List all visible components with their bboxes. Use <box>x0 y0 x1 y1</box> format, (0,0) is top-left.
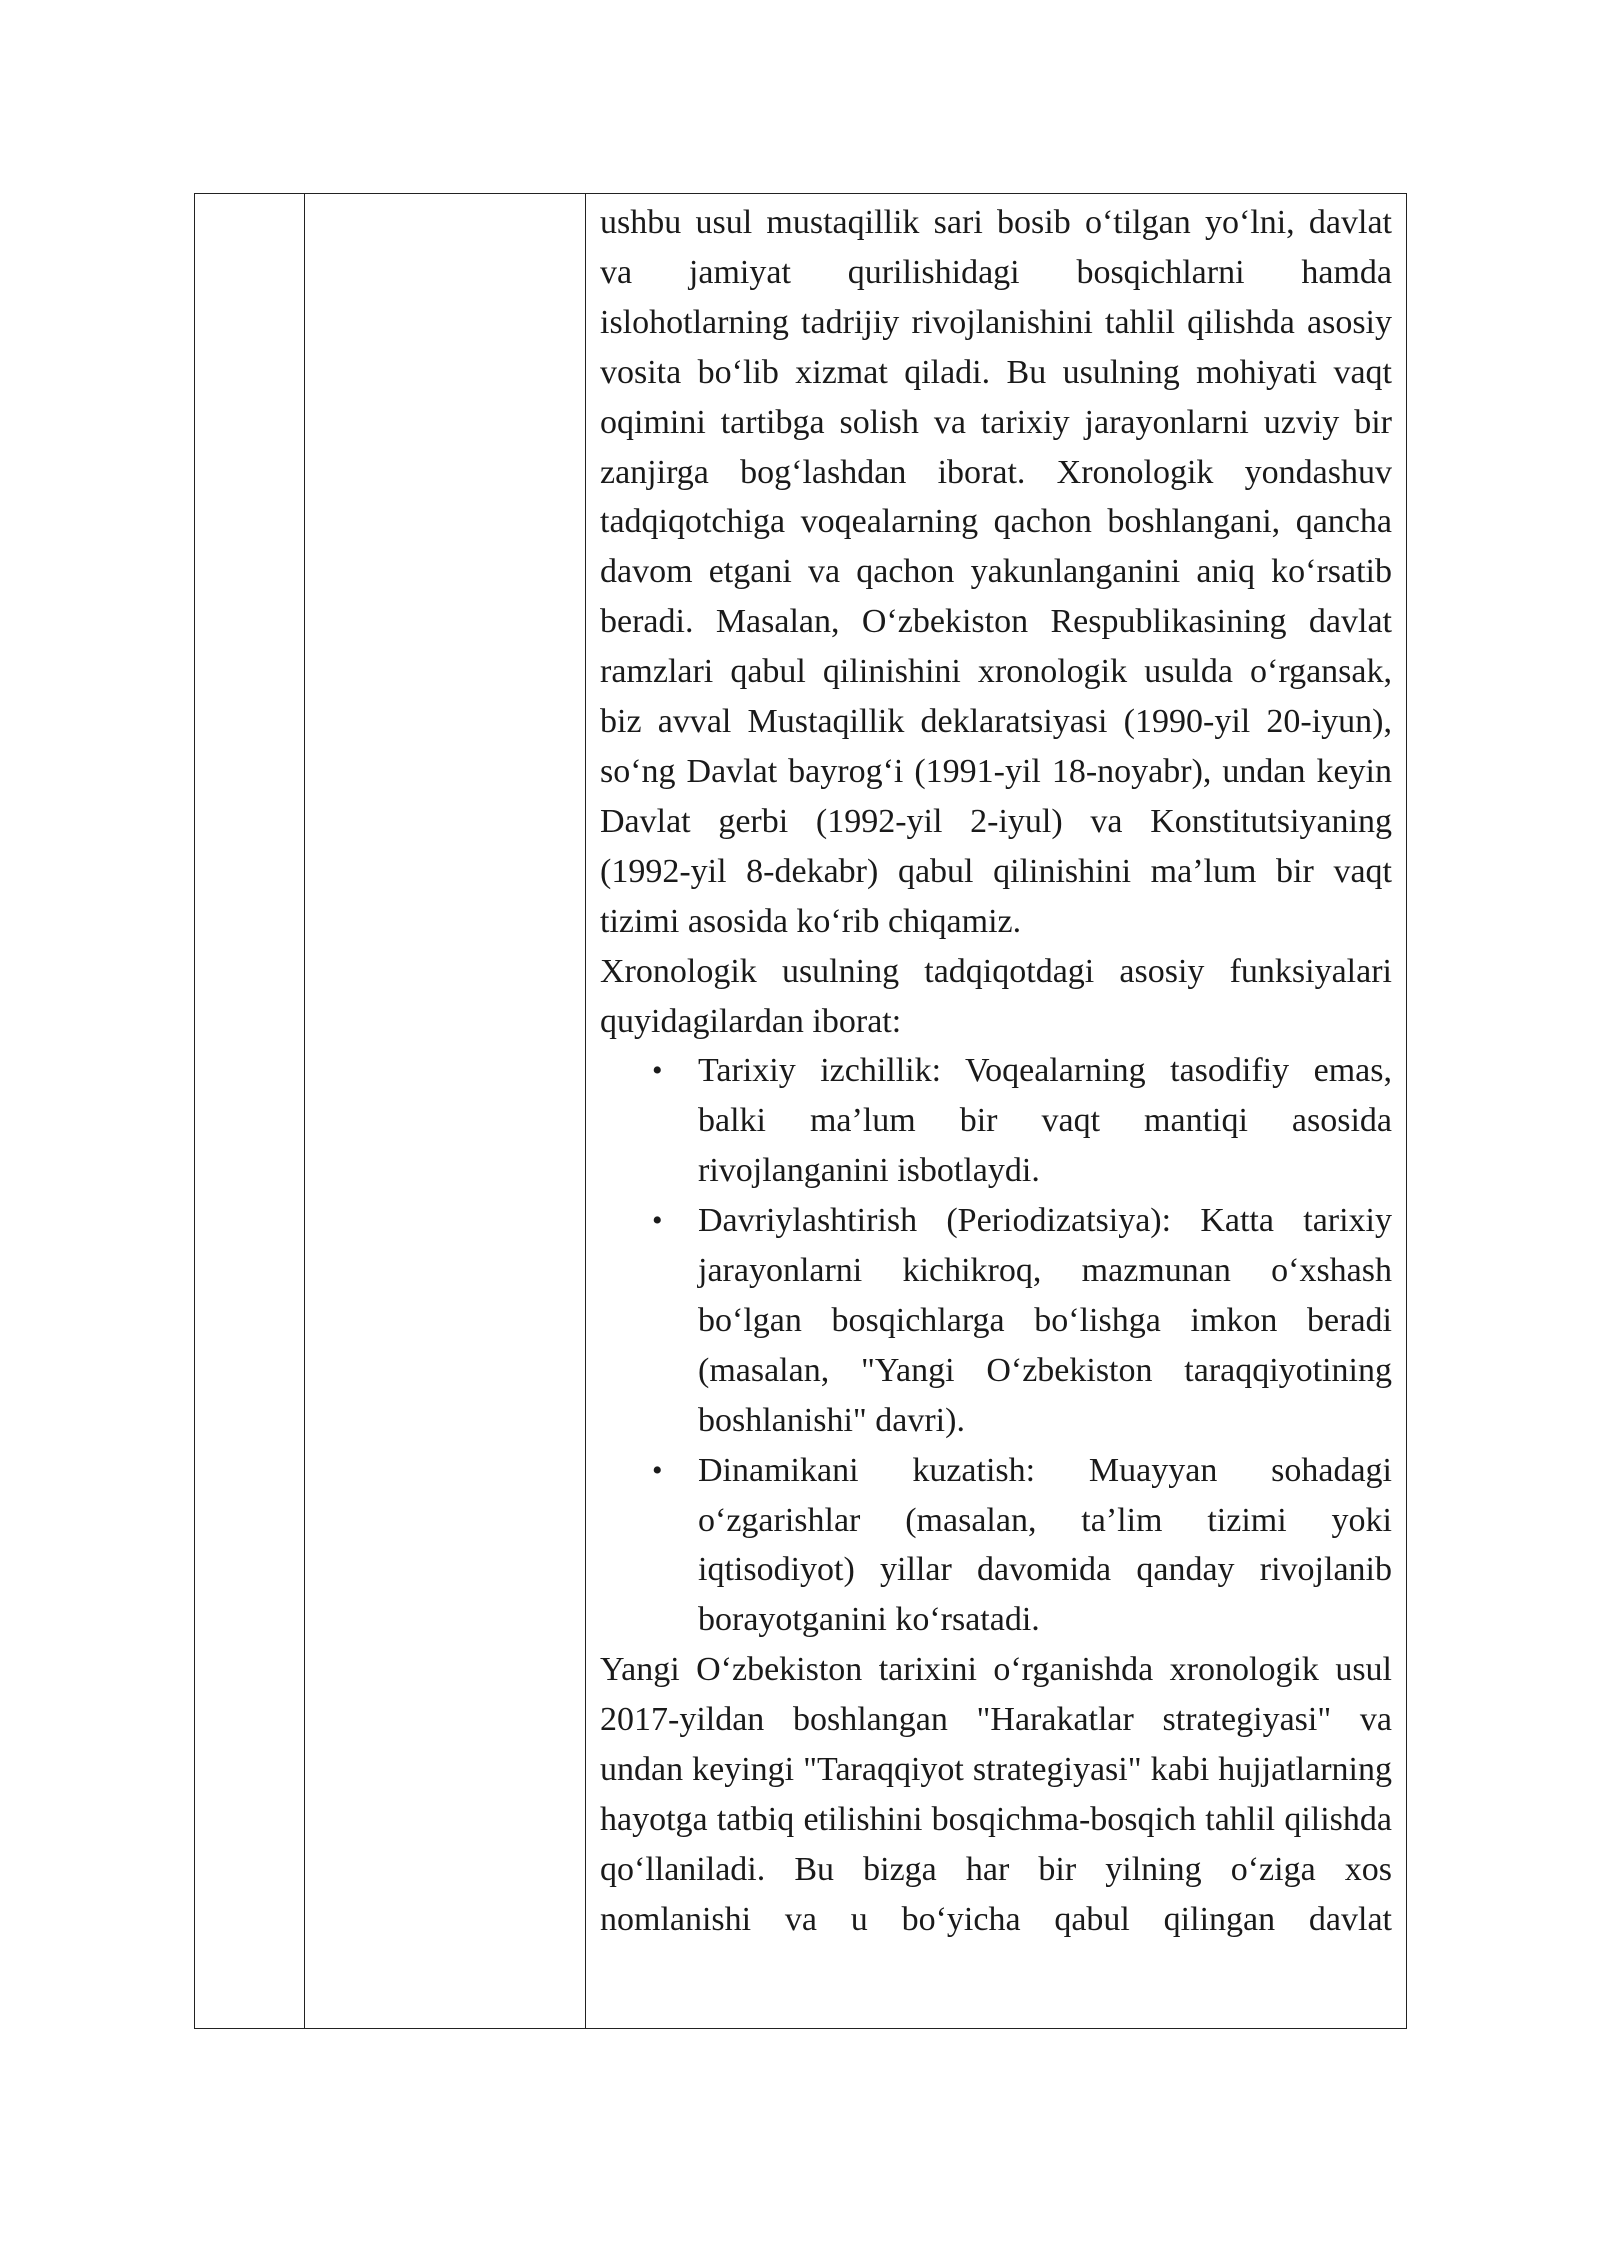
table-column-3-text <box>586 194 1406 2028</box>
bullet-dot-icon: • <box>652 1054 663 1088</box>
table-column-1-empty <box>195 194 305 2028</box>
paragraph-functions-intro: Xronologik usulning tadqiqotdagi asosiy funksiyalari quyidagilardan iborat: <box>600 952 1392 1040</box>
functions-bullet-list <box>600 1046 1392 1645</box>
bullet-dot-icon: • <box>652 1453 663 1487</box>
list-item-text: Davriylashtirish (Periodizatsiya): Katta tarixiy jarayonlarni kichikroq, mazmunan o‘xshash bo‘lgan bosqichlarga bo‘lishga imkon beradi (masalan, "Yangi O‘zbekiston taraqqiyotining boshlanishi" davri). <box>698 1202 1392 1439</box>
content-table <box>194 193 1407 2029</box>
list-item <box>652 1046 1392 1196</box>
bullet-dot-icon: • <box>652 1204 663 1238</box>
paragraph-new-uzbekistan: Yangi O‘zbekiston tarixini o‘rganishda xronologik usul 2017-yildan boshlangan "Harakatlar strategiyasi" va undan keyingi "Taraqqiyot strategiyasi" kabi hujjatlarning hayotga tatbiq etilishini bosqichma-bosqich tahlil qilishda qo‘llaniladi. Bu bizga har bir yilning o‘ziga xos nomlanishi va u bo‘yicha qabul qilingan davlat <box>600 1651 1392 1938</box>
list-item <box>652 1196 1392 1446</box>
list-item-text: Dinamikani kuzatish: Muayyan sohadagi o‘zgarishlar (masalan, ta’lim tizimi yoki iqtisodiyot) yillar davomida qanday rivojlanib borayotganini ko‘rsatadi. <box>698 1451 1392 1639</box>
paragraph-chronology-intro: ushbu usul mustaqillik sari bosib o‘tilgan yo‘lni, davlat va jamiyat qurilishidagi bosqichlarni hamda islohotlarning tadrijiy rivojlanishini tahlil qilishda asosiy vosita bo‘lib xizmat qiladi. Bu usulning mohiyati vaqt oqimini tartibga solish va tarixiy jarayonlarni uzviy bir zanjirga bog‘lashdan iborat. Xronologik yondashuv tadqiqotchiga voqealarning qachon boshlangani, qancha davom etgani va qachon yakunlanganini aniq ko‘rsatib beradi. Masalan, O‘zbekiston Respublikasining davlat ramzlari qabul qilinishini xronologik usulda o‘rgansak, biz avval Mustaqillik deklaratsiyasi (1990-yil 20-iyun), so‘ng Davlat bayrog‘i (1991-yil 18-noyabr), undan keyin Davlat gerbi (1992-yil 2-iyul) va Konstitutsiyaning (1992-yil 8-dekabr) qabul qilinishini ma’lum bir vaqt tizimi asosida ko‘rib chiqamiz. <box>600 204 1392 940</box>
list-item <box>652 1446 1392 1646</box>
table-column-2-empty <box>305 194 586 2028</box>
list-item-text: Tarixiy izchillik: Voqealarning tasodifiy emas, balki ma’lum bir vaqt mantiqi asosida rivojlanganini isbotlaydi. <box>698 1052 1392 1190</box>
